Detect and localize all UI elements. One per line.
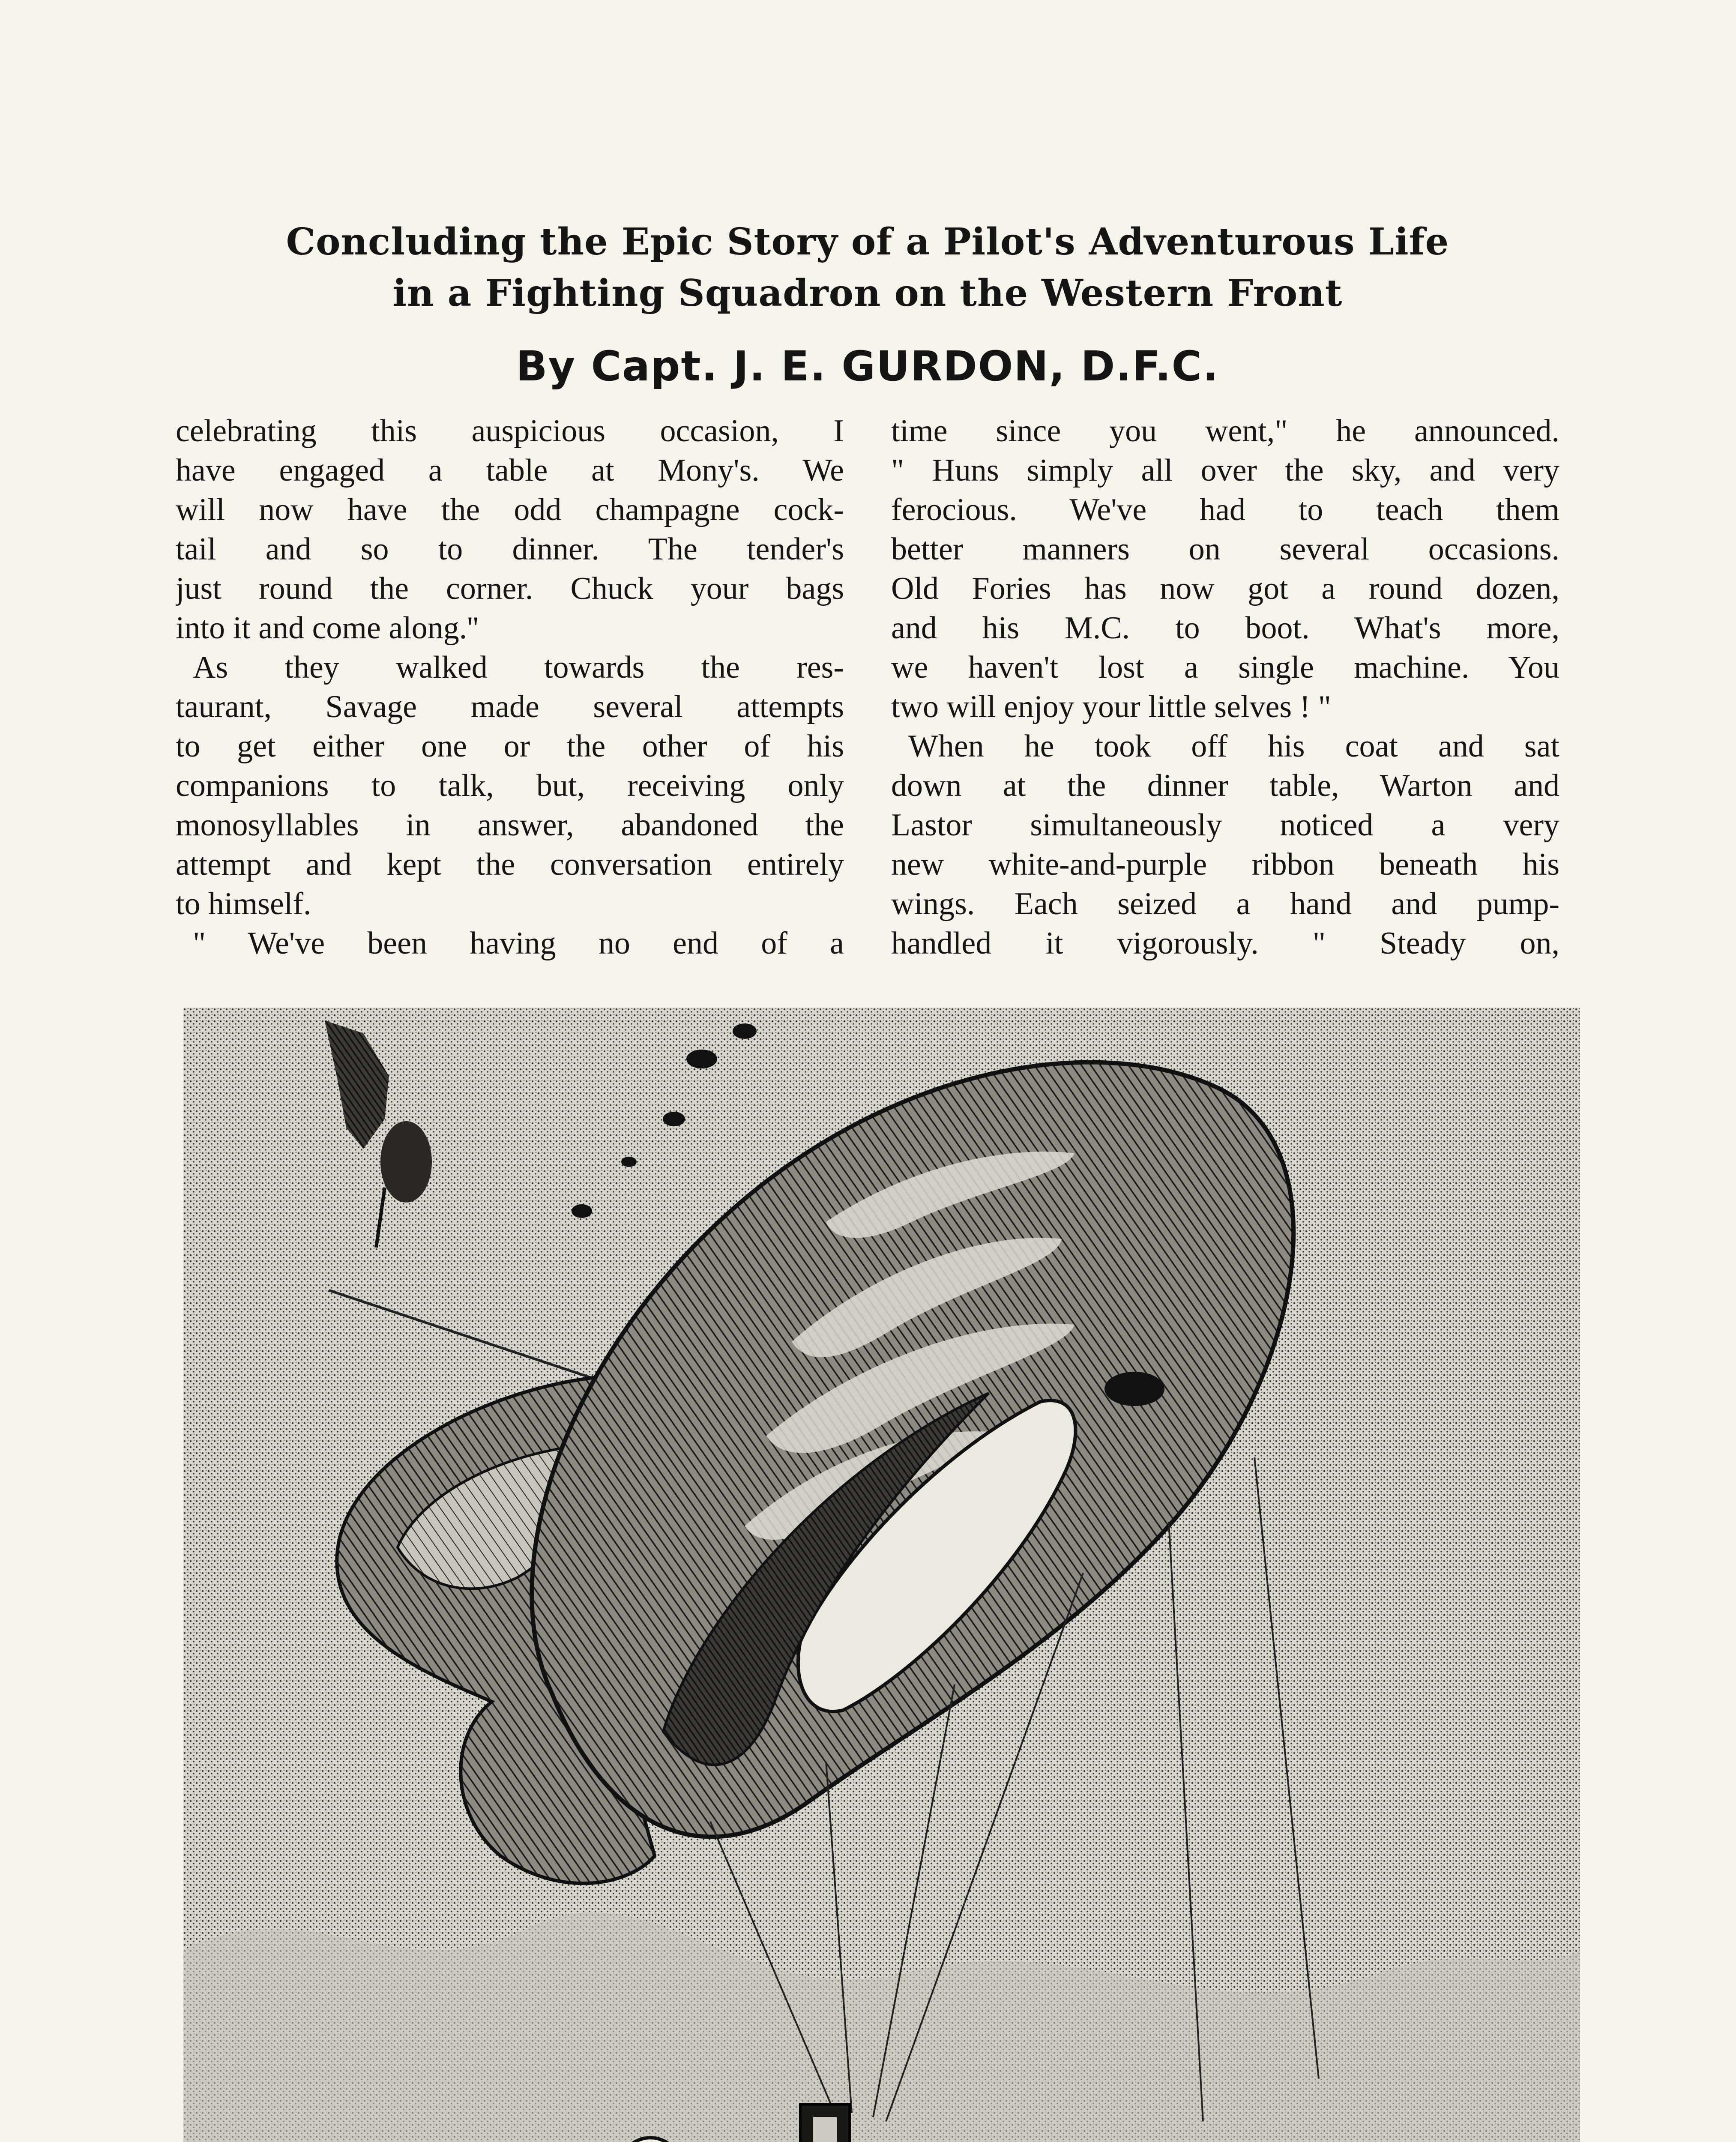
text-line: tail and so to dinner. The tender's	[176, 532, 844, 567]
text-line: time since you went," he announced.	[891, 413, 1559, 449]
text-line: new white-and-purple ribbon beneath his	[891, 847, 1559, 882]
headline-line-1: Concluding the Epic Story of a Pilot's Adventurous Life	[286, 220, 1449, 263]
balloon-drawing	[183, 1008, 1580, 2142]
text-line: handled it vigorously. " Steady on,	[891, 926, 1559, 961]
text-line: ferocious. We've had to teach them	[891, 492, 1559, 527]
text-line: Old Fories has now got a round dozen,	[891, 571, 1559, 606]
text-line: Lastor simultaneously noticed a very	[891, 808, 1559, 843]
text-line: monosyllables in answer, abandoned the	[176, 808, 844, 843]
text-line: will now have the odd champagne cock-	[176, 492, 844, 527]
text-line: As they walked towards the res-	[193, 650, 844, 685]
text-line: " We've been having no end of a	[193, 926, 844, 961]
text-line: down at the dinner table, Warton and	[891, 768, 1559, 803]
text-line: and his M.C. to boot. What's more,	[891, 610, 1559, 646]
text-line: celebrating this auspicious occasion, I	[176, 413, 844, 449]
balloon-illustration	[183, 1008, 1580, 2142]
text-line: just round the corner. Chuck your bags	[176, 571, 844, 606]
envelope-bullet-hole	[1104, 1372, 1164, 1406]
text-line: have engaged a table at Mony's. We	[176, 453, 844, 488]
text-column-right	[891, 411, 1559, 963]
text-column-left	[176, 411, 844, 963]
text-line: better manners on several occasions.	[891, 532, 1559, 567]
text-line: " Huns simply all over the sky, and very	[891, 453, 1559, 488]
text-line: we haven't lost a single machine. You	[891, 650, 1559, 685]
headline-line-2: in a Fighting Squadron on the Western Front	[392, 272, 1343, 315]
text-line: to himself.	[176, 886, 311, 921]
text-line: wings. Each seized a hand and pump-	[891, 886, 1559, 921]
text-line: taurant, Savage made several attempts	[176, 689, 844, 724]
text-line: two will enjoy your little selves ! "	[891, 689, 1332, 724]
observer-basket	[800, 2104, 850, 2142]
article-byline: By Capt. J. E. GURDON, D.F.C.	[516, 342, 1219, 390]
text-line: to get either one or the other of his	[176, 729, 844, 764]
text-line: companions to talk, but, receiving only	[176, 768, 844, 803]
text-line: When he took off his coat and sat	[908, 729, 1559, 764]
text-line: into it and come along.''	[176, 610, 479, 646]
text-line: attempt and kept the conversation entirely	[176, 847, 844, 882]
article-headline	[214, 216, 1521, 319]
